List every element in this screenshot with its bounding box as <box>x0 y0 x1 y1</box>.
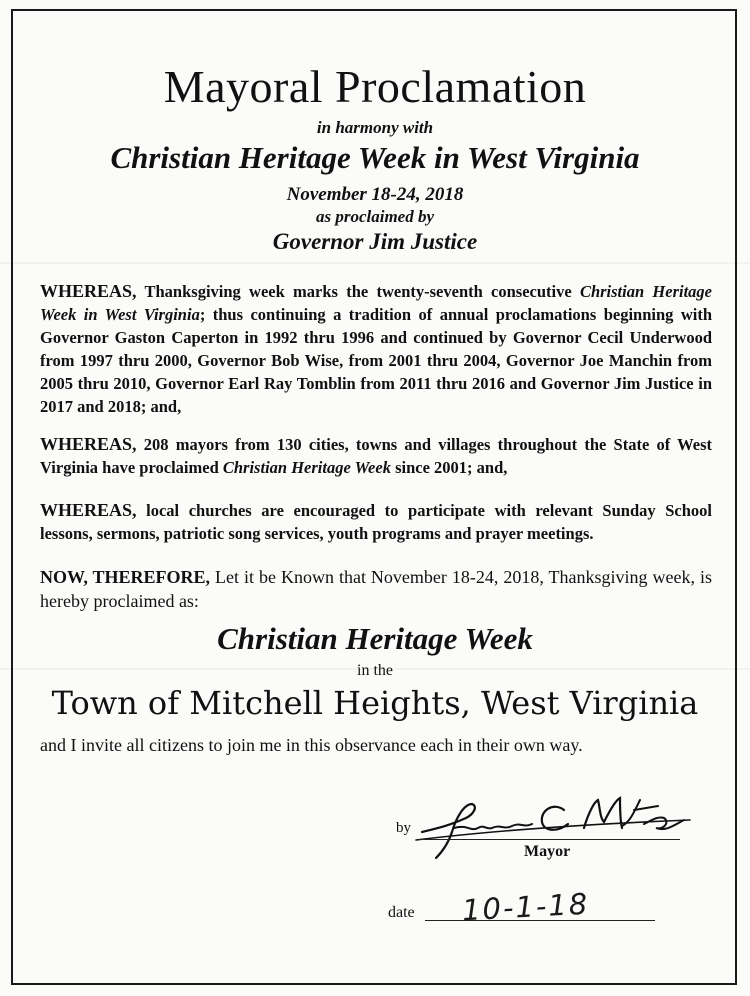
heritage-week-heading: Christian Heritage Week in West Virginia <box>110 140 640 175</box>
whereas-lead: WHEREAS, <box>40 500 137 520</box>
paragraph-text: ; thus continuing a tradition of annual proclamations beginning with Governor Gaston Caperton in 1992 thru 1996 and continued by Governor Cecil Underwood from 1997 thru 2000, Governor Bob Wise, from 2001 thru 2004, Governor Joe Manchin from 2005 thru 2010, Governor Earl Ray Tomblin from 2011 thru 2016 and Governor Jim Justice in 2017 and 2018; and, <box>40 305 712 416</box>
paragraph-emphasis: Christian Heritage Week <box>222 458 391 477</box>
whereas-lead: WHEREAS, <box>40 434 137 454</box>
paragraph-text: since 2001; and, <box>390 458 508 477</box>
governor-line: Governor Jim Justice <box>272 229 478 254</box>
whereas-lead: WHEREAS, <box>40 281 137 301</box>
paragraph-emphasis: Christian Heritage Week in West Virginia <box>40 282 712 324</box>
paragraph-text: local churches are encouraged to participate with relevant Sunday School lessons, sermons, patriotic song services, youth programs and prayer meetings. <box>40 501 712 543</box>
mayor-label: Mayor <box>524 843 571 860</box>
in-the-line: in the <box>357 662 393 679</box>
whereas-paragraph-2 <box>40 433 712 479</box>
whereas-paragraph-1 <box>40 280 712 418</box>
date-label: date <box>388 904 415 921</box>
harmony-line: in harmony with <box>316 118 434 137</box>
page-title: Mayoral Proclamation <box>163 61 587 112</box>
whereas-paragraph-3 <box>40 499 712 545</box>
therefore-lead: NOW, THEREFORE, <box>40 567 211 587</box>
town-name: Town of Mitchell Heights, West Virginia <box>51 684 699 722</box>
therefore-paragraph <box>40 565 712 613</box>
proclaimed-by-line: as proclaimed by <box>315 207 435 226</box>
dates-line: November 18-24, 2018 <box>286 184 464 205</box>
invitation-text: and I invite all citizens to join me in this observance each in their own way. <box>40 735 583 755</box>
paragraph-text: 208 mayors from 130 cities, towns and villages throughout the State of West Virginia have proclaimed <box>40 435 712 477</box>
paragraph-text: Thanksgiving week marks the twenty-seventh consecutive <box>136 282 580 301</box>
proclaimed-week-name: Christian Heritage Week <box>217 621 533 656</box>
signature-line <box>418 839 680 840</box>
paragraph-text: Let it be Known that November 18-24, 2018, Thanksgiving week, is hereby proclaimed as: <box>40 567 712 611</box>
by-label: by <box>396 820 411 836</box>
handwritten-date: 10-1-18 <box>461 886 590 928</box>
